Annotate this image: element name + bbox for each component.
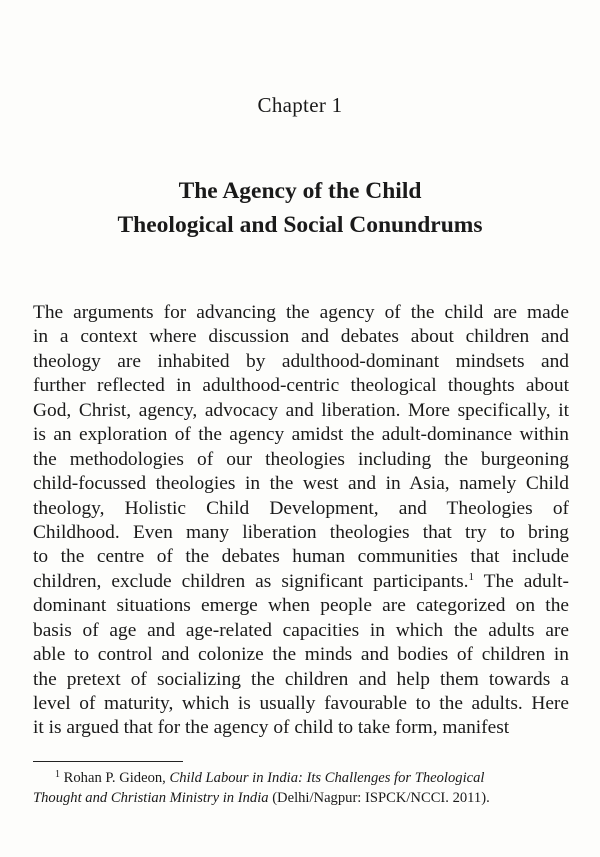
body-line: Childhood. Even many liberation theologies that try to bring — [33, 521, 569, 543]
body-line: child-focussed theologies in the west and in Asia, namely Child — [33, 473, 569, 495]
body-line: the methodologies of our theologies including the burgeoning — [33, 448, 569, 470]
body-line: basis of age and age-related capacities in which the adults are — [33, 619, 569, 641]
body-line: the pretext of socializing the children and help them towards a — [33, 668, 569, 690]
footnote-line-2 — [33, 788, 569, 808]
footnote-book-title: Child Labour in India: Its Challenges for Theological — [169, 770, 485, 786]
body-line: in a context where discussion and debates about children and — [33, 326, 569, 348]
body-line: level of maturity, which is usually favourable to the adults. Here — [33, 693, 569, 714]
footnote-number: 1 — [55, 769, 60, 780]
body-line: able to control and colonize the minds and bodies of children in — [33, 644, 569, 666]
footnote-publication: (Delhi/Nagpur: ISPCK/NCCI. 2011). — [268, 790, 490, 806]
body-line: it is argued that for the agency of child to take form, manifest — [33, 717, 510, 739]
footnote-reference[interactable]: 1 — [468, 570, 474, 583]
footnote-author: Rohan P. Gideon, — [63, 770, 170, 786]
body-line: theology, Holistic Child Development, and Theologies of — [33, 497, 569, 519]
chapter-label: Chapter 1 — [257, 93, 343, 117]
body-line: theology are inhabited by adulthood-dominant mindsets and — [33, 350, 569, 372]
body-line: God, Christ, agency, advocacy and liberation. More specifically, it — [33, 399, 569, 421]
footnote-book-title-cont: Thought and Christian Ministry in India — [33, 790, 269, 806]
chapter-title — [0, 174, 600, 242]
body-line: to the centre of the debates human communities that include — [33, 546, 569, 568]
body-paragraph — [33, 301, 569, 741]
footnote-line-1 — [33, 768, 569, 788]
body-line-continuation: The adult- — [483, 570, 569, 592]
body-line-with-footnote — [33, 570, 569, 594]
body-line: is an exploration of the agency amidst the adult-dominance within — [33, 424, 569, 446]
footnote — [33, 768, 569, 808]
chapter-title-line-1: The Agency of the Child — [178, 178, 422, 204]
body-line-text: children, exclude children as significant participants. — [33, 570, 469, 592]
body-line: dominant situations emerge when people are categorized on the — [33, 595, 569, 617]
chapter-subtitle: Theological and Social Conundrums — [117, 212, 483, 238]
body-line: The arguments for advancing the agency of the child are made — [33, 302, 569, 323]
body-line: further reflected in adulthood-centric theological thoughts about — [33, 375, 569, 397]
footnote-divider — [33, 761, 183, 762]
